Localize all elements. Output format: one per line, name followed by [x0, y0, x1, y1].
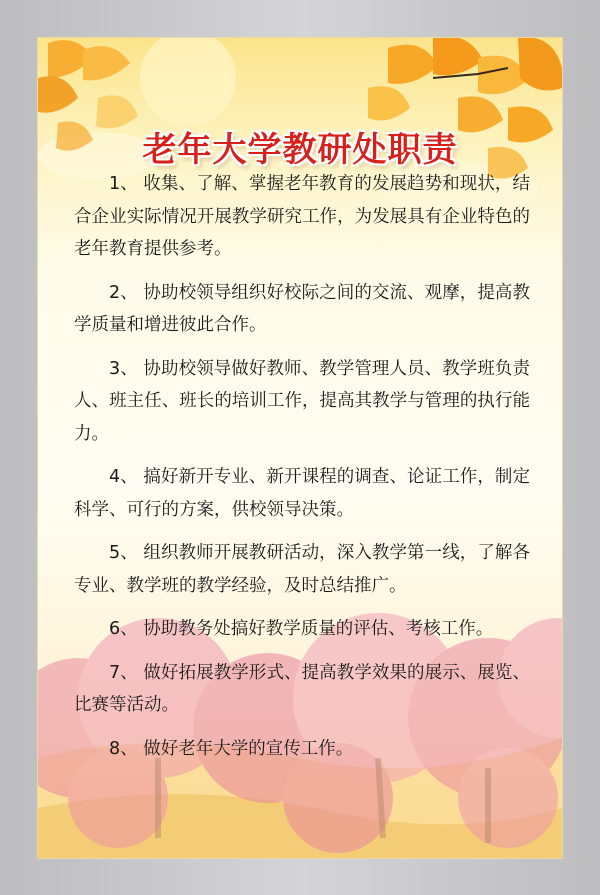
list-item: 4、 搞好新开专业、新开课程的调查、论证工作，制定科学、可行的方案，供校领导决策。	[74, 467, 530, 520]
poster	[38, 38, 562, 858]
list-item: 3、 协助校领导做好教师、教学管理人员、教学班负责人、班主任、班长的培训工作，提高其教学与管理的执行能力。	[74, 358, 530, 444]
duties-list	[74, 168, 530, 776]
list-item: 6、 协助教务处搞好教学质量的评估、考核工作。	[109, 619, 494, 639]
page-title: 老年大学教研处职责	[142, 130, 458, 170]
list-item: 7、 做好拓展教学形式、提高教学效果的展示、展览、比赛等活动。	[74, 662, 530, 715]
list-item: 8、 做好老年大学的宣传工作。	[109, 738, 354, 759]
list-item: 5、 组织教师开展教研活动，深入教学第一线，了解各专业、教学班的教学经验，及时总结推广。	[74, 543, 530, 596]
list-item: 2、 协助校领导组织好校际之间的交流、观摩，提高教学质量和增进彼此合作。	[74, 282, 530, 335]
list-item: 1、 收集、了解、掌握老年教育的发展趋势和现状，结合企业实际情况开展教学研究工作，为发展具有企业特色的老年教育提供参考。	[74, 174, 530, 259]
